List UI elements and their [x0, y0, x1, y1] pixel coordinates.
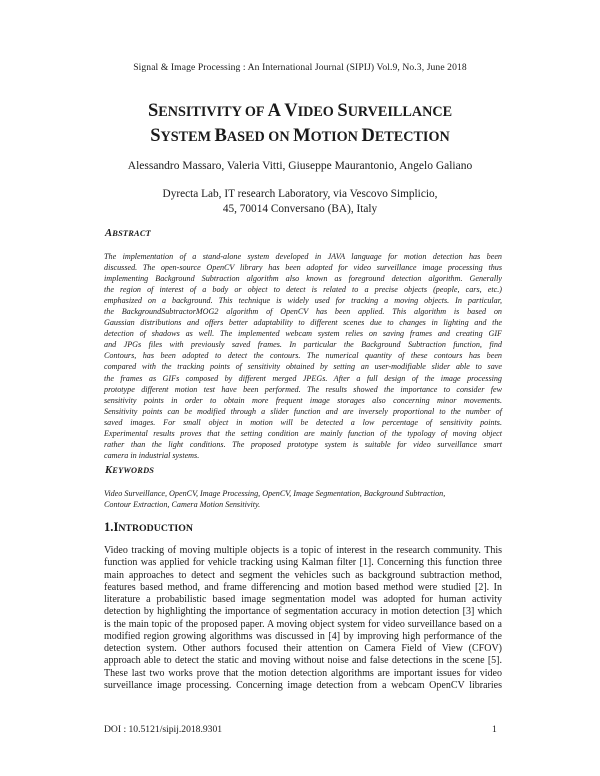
intro-line: main approaches to detect and segment the vehicles such as background subtraction method,	[104, 569, 502, 581]
abstract-line: detection of shadows as well. The implemented webcam system relies on saving frames and creating GIF	[104, 329, 502, 339]
abstract-line: discussed. The open-source OpenCV library has been adopted for video surveillance image processing thus	[104, 263, 502, 273]
introduction-heading: 1.INTRODUCTION	[104, 520, 193, 534]
intro-line: approach able to detect the static and moving without noise and false detections in the scene [5].	[104, 655, 502, 667]
keywords-text	[104, 488, 502, 510]
intro-line: features based method, and frame differencing and motion based method were studied [2]. In	[104, 581, 502, 593]
abstract-line: rather than the light conditions. The proposed prototype system is suitable for video surveillance smart	[104, 439, 502, 449]
introduction-text	[104, 545, 502, 692]
abstract-line: the region of interest of a body or object to detect is related to a precise objects (people, cars, etc.)	[104, 285, 502, 295]
title-line-2: SYSTEM BASED ON MOTION DETECTION	[150, 126, 450, 146]
abstract-line: saved images. For small object in motion will be detected a low percentage of sensitivity points.	[104, 417, 502, 427]
intro-line: detection by highlighting the importance of segmentation accuracy in motion detection [3] which	[104, 606, 502, 618]
keywords-line: Video Surveillance, OpenCV, Image Processing, OpenCV, Image Segmentation, Background Subtraction,	[104, 489, 446, 498]
intro-line: Video tracking of moving multiple objects is a topic of interest in the research community. This	[104, 545, 502, 556]
affiliation	[0, 187, 600, 217]
abstract-line: the BackgroundSubtractorMOG2 algorithm of OpenCV has been applied. This algorithm is based on	[104, 307, 502, 317]
doi-footer: DOI : 10.5121/sipij.2018.9301	[104, 724, 223, 735]
intro-line: modified region growing algorithms was discussed in [4] by improving high performance of the	[104, 630, 502, 642]
keywords-line: Contour Extraction, Camera Motion Sensitivity.	[104, 500, 261, 510]
intro-line: surveillance image processing. Concerning image detection from a webcam OpenCV libraries	[104, 679, 502, 691]
intro-line: detection system. Other authors focused their attention on Camera Field of View (CFOV)	[104, 643, 502, 654]
page-number: 1	[492, 724, 497, 735]
intro-line: function was applied for vehicle tracking using Kalman filter [1]. Concerning this function three	[104, 557, 502, 569]
abstract-line: The implementation of a stand-alone system developed in JAVA language for motion detection has been	[104, 252, 502, 261]
abstract-heading: ABSTRACT	[105, 228, 151, 239]
abstract-line: Gaussian distributions and offers better adaptability to different scenes due to changes in lighting and the	[104, 318, 502, 328]
abstract-line: Sensitivity points can be modified through a slider function and are inversely proportional to the number of	[104, 406, 502, 416]
paper-title	[40, 99, 560, 149]
intro-line: literature a probabilistic based image segmentation model was adopted for human activity	[104, 594, 502, 605]
intro-line: is the main topic of the proposed paper. A moving object system for video surveillance based on a	[104, 618, 502, 630]
journal-header: Signal & Image Processing : An International Journal (SIPIJ) Vol.9, No.3, June 2018	[133, 62, 467, 73]
abstract-line: compared with the tracking points of sensitivity obtained by setting an user-modifiable slider able to save	[104, 362, 502, 372]
abstract-line: and JPGs files with previously saved frames. In particular the Background Subtraction function, find	[104, 340, 502, 350]
abstract-line: Experimental results proves that the setting condition are mainly function of the typology of moving object	[104, 428, 502, 438]
title-line-1: SENSITIVITY OF A VIDEO SURVEILLANCE	[147, 101, 453, 121]
affiliation-line: 45, 70014 Conversano (BA), Italy	[222, 203, 378, 215]
intro-line: These last two works prove that the motion detection algorithms are important issues for video	[104, 667, 502, 679]
keywords-heading: KEYWORDS	[105, 465, 155, 476]
abstract-line: Contours, has been adopted to detect the contours. The numerical quantity of these contours has been	[104, 351, 502, 361]
affiliation-line: Dyrecta Lab, IT research Laboratory, via Vescovo Simplicio,	[162, 188, 438, 200]
abstract-text	[104, 251, 502, 461]
abstract-line: prototype different motion test have been performed. The results showed the importance to consider few	[104, 384, 502, 394]
abstract-line: camera in industrial systems.	[104, 450, 200, 460]
abstract-line: the frames as GIFs composed by different merged JPEGs. After a full design of the image processing	[104, 373, 502, 383]
abstract-line: implementing Background Subtraction algorithm also known as foreground detection algorithm. Generally	[104, 274, 502, 284]
abstract-line: emphasized on a background. This technique is widely used for tracking a moving objects. In particular,	[104, 296, 502, 306]
abstract-line: sensitivity points in order to obtain more frequent image storages also concerning minor movements.	[104, 395, 502, 405]
author-list: Alessandro Massaro, Valeria Vitti, Giuseppe Maurantonio, Angelo Galiano	[127, 160, 473, 172]
